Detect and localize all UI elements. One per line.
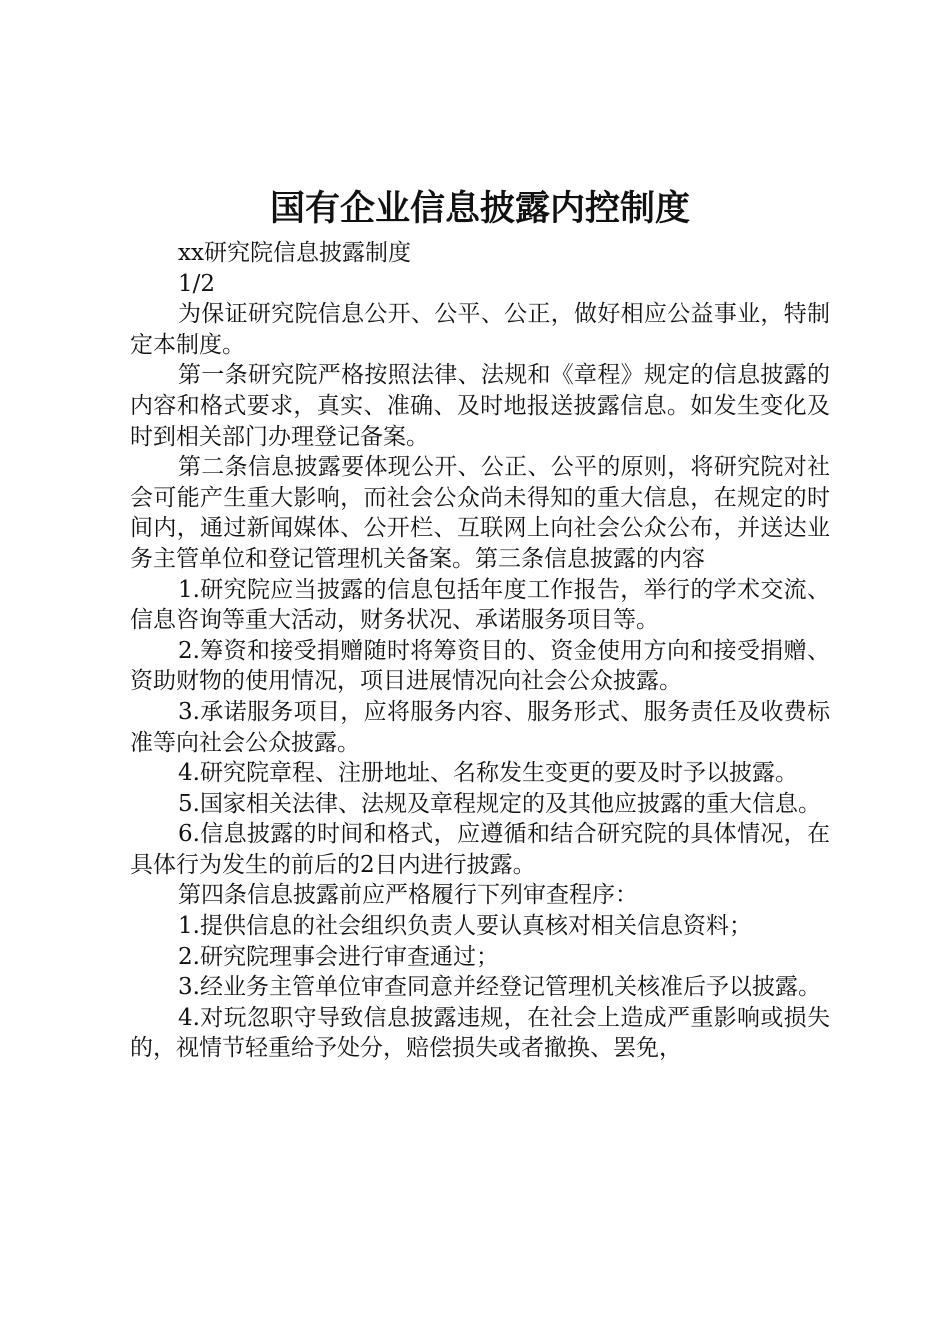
paragraph-article-4: 第四条信息披露前应严格履行下列审查程序： [178, 882, 638, 909]
paragraph-article-2: 第二条信息披露要体现公开、公正、公平的原则，将研究院对社会可能产生重大影响，而社会公众尚未得知的重大信息，在规定的时间内，通过新闻媒体、公开栏、互联网上向社会公众公布，并送达业务主管单位和登记管理机关备案。第三条信息披露的内容 [130, 454, 830, 572]
paragraph-item-2: 2.筹资和接受捐赠随时将筹资目的、资金使用方向和接受捐赠、资助财物的使用情况，项目进展情况向社会公众披露。 [130, 637, 830, 695]
document-title: 国有企业信息披露内控制度 [269, 188, 690, 229]
paragraph-item-1: 1.研究院应当披露的信息包括年度工作报告，举行的学术交流、信息咨询等重大活动，财务状况、承诺服务项目等。 [130, 576, 830, 634]
paragraph-subtitle: xx研究院信息披露制度 [178, 240, 411, 266]
paragraph-item-6: 6.信息披露的时间和格式，应遵循和结合研究院的具体情况，在具体行为发生的前后的2日内进行披露。 [130, 821, 830, 878]
paragraph-review-2: 2.研究院理事会进行审查通过； [178, 943, 499, 970]
document-page [130, 186, 830, 1064]
paragraph-page-number: 1/2 [178, 270, 216, 297]
paragraph-item-3: 3.承诺服务项目，应将服务内容、服务形式、服务责任及收费标准等向社会公众披露。 [130, 698, 830, 756]
paragraph-review-3: 3.经业务主管单位审查同意并经登记管理机关核准后予以披露。 [178, 974, 821, 1001]
paragraph-review-1: 1.提供信息的社会组织负责人要认真核对相关信息资料； [178, 913, 752, 940]
paragraph-item-5: 5.国家相关法律、法规及章程规定的及其他应披露的重大信息。 [178, 790, 821, 817]
paragraph-review-4: 4.对玩忽职守导致信息披露违规，在社会上造成严重影响或损失的，视情节轻重给予处分，赔偿损失或者撤换、罢免， [130, 1004, 830, 1062]
paragraph-item-4: 4.研究院章程、注册地址、名称发生变更的要及时予以披露。 [178, 760, 798, 787]
paragraph-intro: 为保证研究院信息公开、公平、公正，做好相应公益事业，特制定本制度。 [130, 301, 830, 358]
paragraph-article-1: 第一条研究院严格按照法律、法规和《章程》规定的信息披露的内容和格式要求，真实、准确、及时地报送披露信息。如发生变化及时到相关部门办理登记备案。 [130, 362, 830, 450]
